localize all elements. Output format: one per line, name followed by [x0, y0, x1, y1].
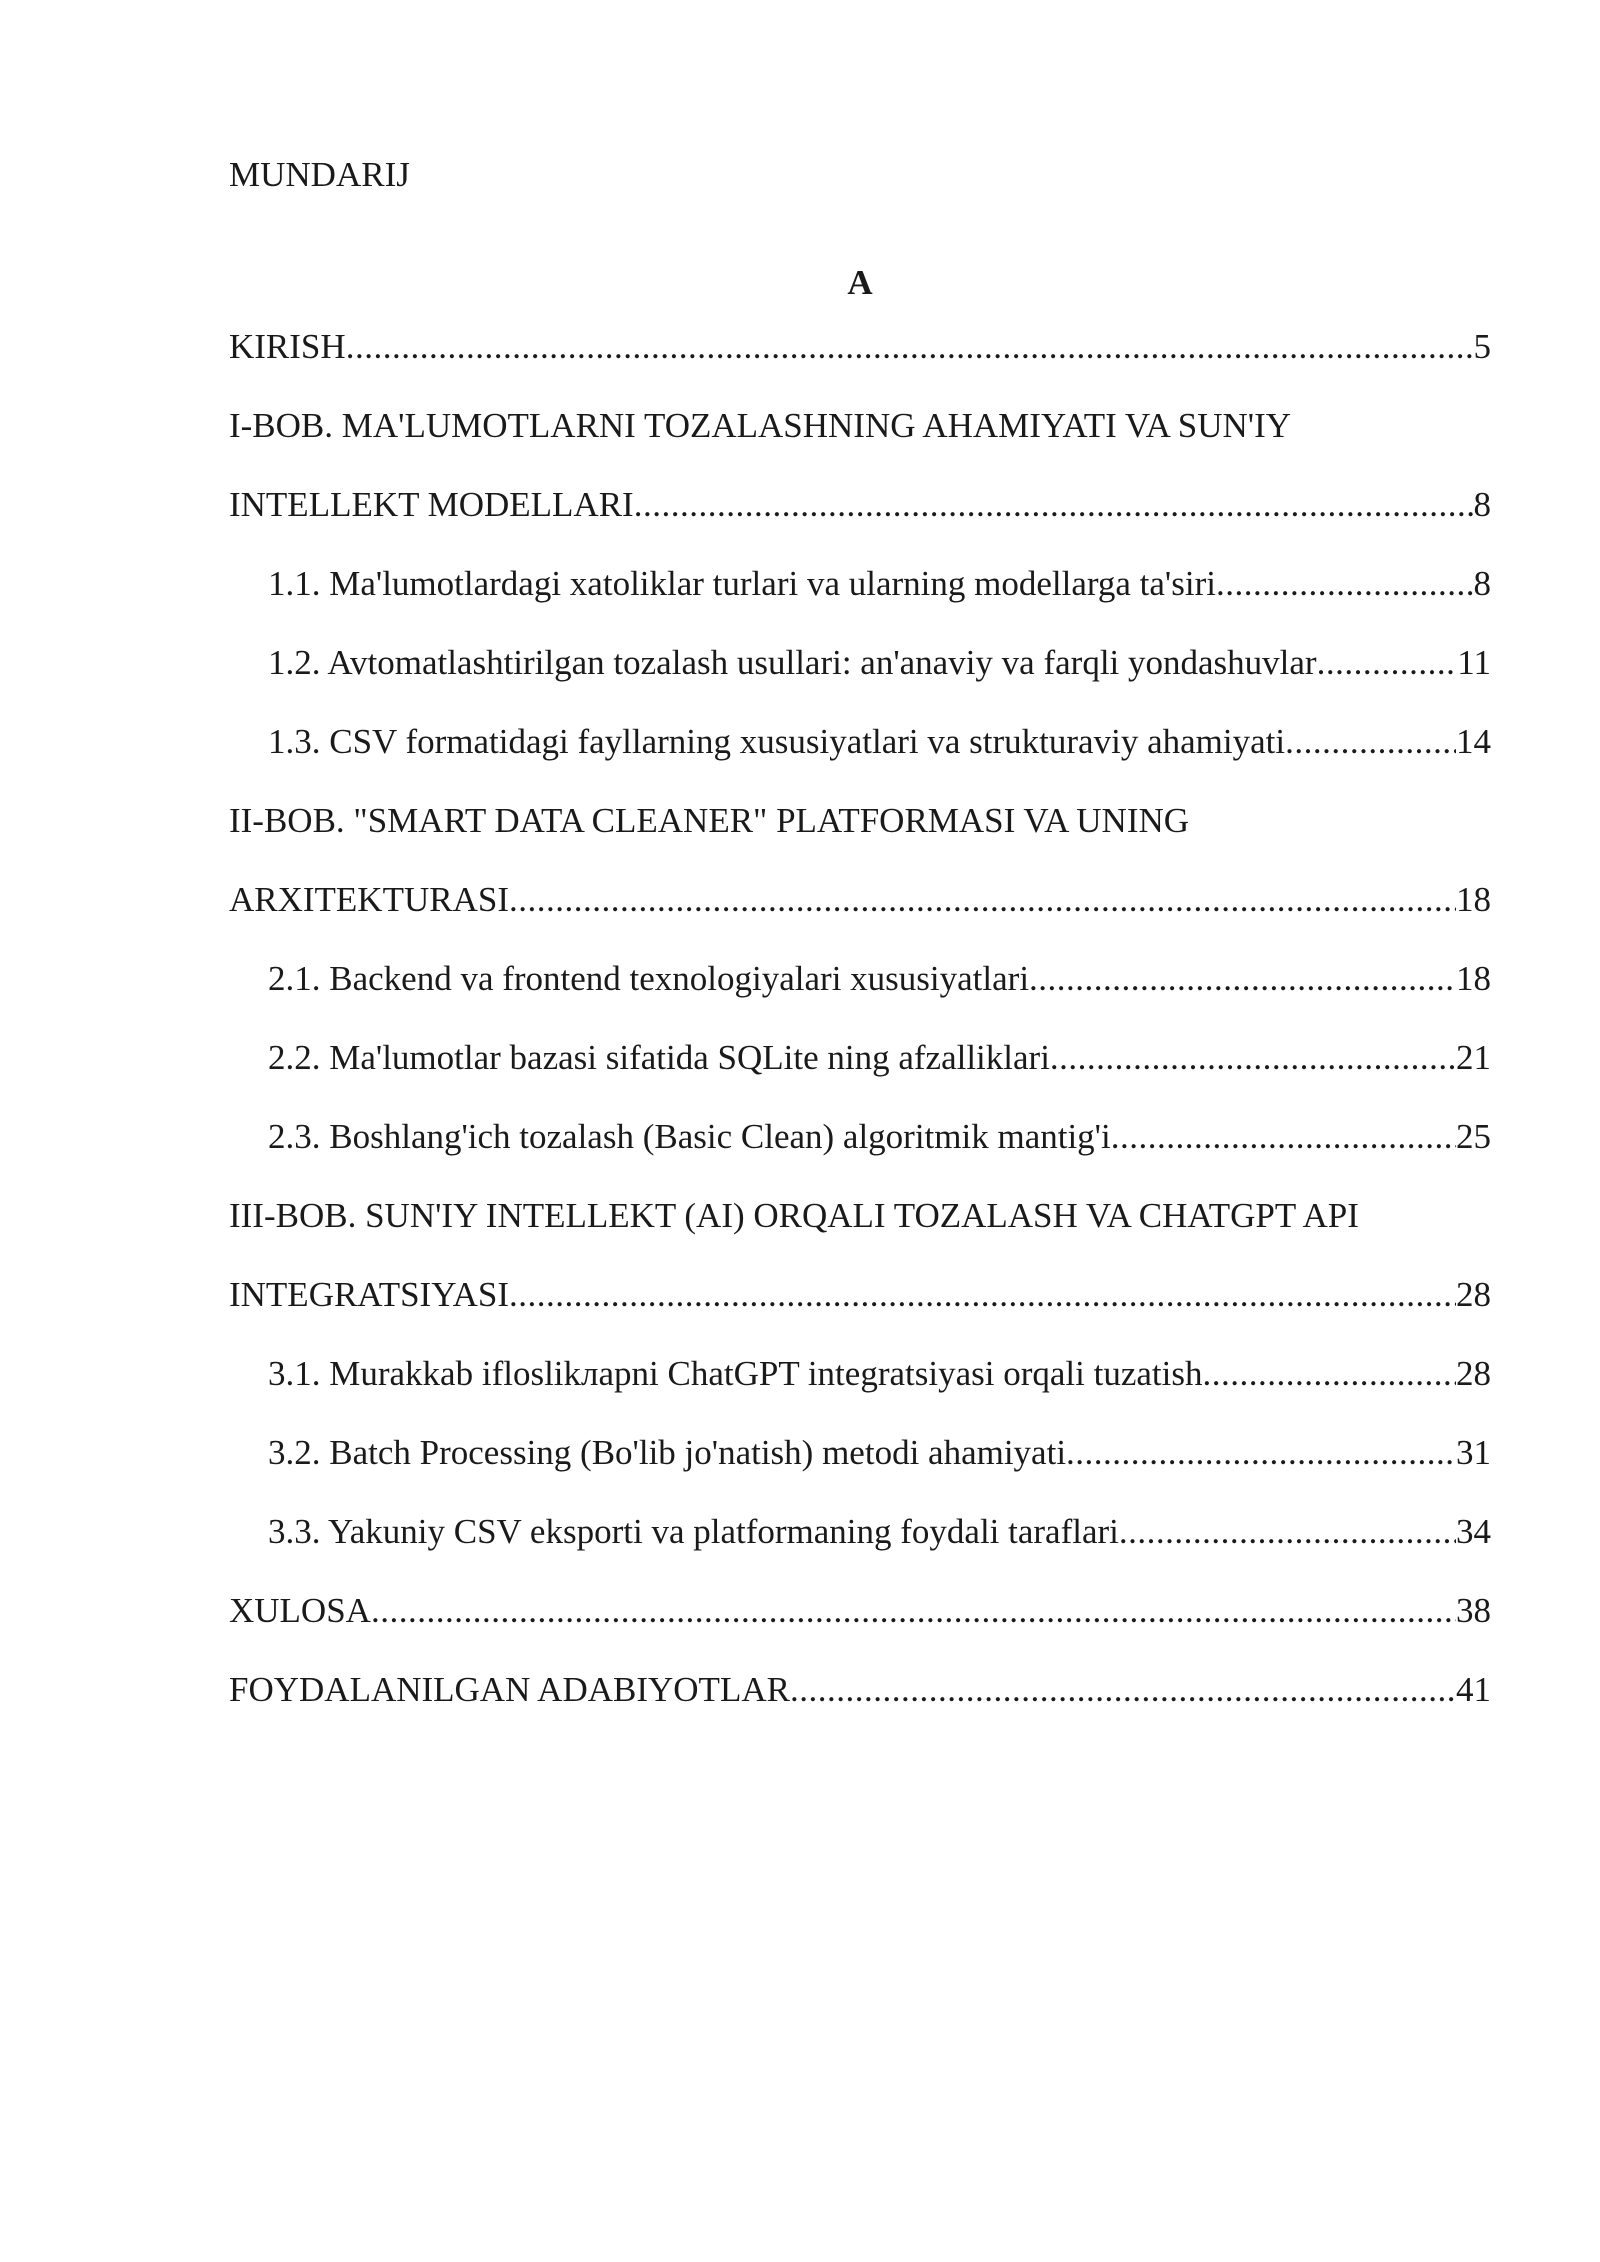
toc-entry-title: KIRISH — [229, 327, 346, 366]
toc-entry-title: FOYDALANILGAN ADABIYOTLAR — [229, 1670, 790, 1709]
toc-entry-title: 1.2. Avtomatlashtirilgan tozalash usullari: an'anaviy va farqli yondashuvlar — [268, 643, 1317, 682]
toc-chapter-2-title[interactable] — [229, 796, 1491, 875]
toc-entry-title: 3.1. Murakkab ifloslikларni ChatGPT integratsiyasi orqali tuzatish — [268, 1354, 1203, 1393]
toc-entry-page: 18 — [1456, 959, 1491, 998]
toc-heading-continuation: A — [847, 263, 873, 302]
toc-entry-references[interactable] — [229, 1665, 1491, 1744]
toc-leader-dots — [1119, 1507, 1456, 1557]
toc-section-1-1[interactable] — [229, 559, 1491, 638]
toc-leader-dots — [1317, 638, 1458, 688]
toc-entry-page: 28 — [1456, 1354, 1491, 1393]
toc-entry-title: 1.3. CSV formatidagi fayllarning xususiyatlari va strukturaviy ahamiyati — [268, 722, 1286, 761]
toc-leader-dots — [634, 480, 1474, 530]
toc-leader-dots — [346, 322, 1474, 372]
toc-entry-conclusion[interactable] — [229, 1586, 1491, 1665]
toc-section-3-3[interactable] — [229, 1507, 1491, 1586]
table-of-contents — [229, 322, 1491, 1744]
toc-leader-dots — [1050, 1033, 1456, 1083]
toc-chapter-3-title[interactable] — [229, 1191, 1491, 1270]
toc-entry-page: 8 — [1473, 485, 1491, 524]
toc-leader-dots — [1029, 954, 1456, 1004]
toc-entry-page: 31 — [1456, 1433, 1491, 1472]
toc-section-1-2[interactable] — [229, 638, 1491, 717]
toc-entry-title: I-BOB. MA'LUMOTLARNI TOZALASHNING AHAMIYATI VA SUN'IY — [229, 406, 1291, 445]
toc-chapter-1[interactable] — [229, 480, 1491, 559]
toc-entry-page: 8 — [1473, 564, 1491, 603]
toc-entry-title: 3.3. Yakuniy CSV eksporti va platformaning foydali taraflari — [268, 1512, 1119, 1551]
toc-section-2-2[interactable] — [229, 1033, 1491, 1112]
toc-entry-page: 5 — [1473, 327, 1491, 366]
toc-section-2-3[interactable] — [229, 1112, 1491, 1191]
toc-entry-page: 41 — [1456, 1670, 1491, 1709]
toc-entry-title: 2.3. Boshlang'ich tozalash (Basic Clean) algoritmik mantig'i — [268, 1117, 1111, 1156]
toc-entry-title: XULOSA — [229, 1591, 371, 1630]
toc-section-1-3[interactable] — [229, 717, 1491, 796]
toc-entry-intro[interactable] — [229, 322, 1491, 401]
toc-heading: MUNDARIJ — [229, 155, 410, 194]
toc-entry-page: 38 — [1456, 1591, 1491, 1630]
toc-entry-title: INTEGRATSIYASI — [229, 1275, 509, 1314]
toc-leader-dots — [509, 1270, 1456, 1320]
toc-leader-dots — [1066, 1428, 1456, 1478]
toc-leader-dots — [1111, 1112, 1456, 1162]
toc-entry-page: 11 — [1457, 643, 1491, 682]
toc-entry-title: ARXITEKTURASI — [229, 880, 509, 919]
toc-leader-dots — [371, 1586, 1456, 1636]
toc-leader-dots — [790, 1665, 1456, 1715]
toc-leader-dots — [1285, 717, 1456, 767]
toc-leader-dots — [509, 875, 1456, 925]
toc-entry-title: III-BOB. SUN'IY INTELLEKT (AI) ORQALI TOZALASH VA CHATGPT API — [229, 1196, 1359, 1235]
toc-entry-title: 2.2. Ma'lumotlar bazasi sifatida SQLite ning afzalliklari — [268, 1038, 1050, 1077]
toc-entry-page: 34 — [1456, 1512, 1491, 1551]
toc-entry-title: 3.2. Batch Processing (Bo'lib jo'natish) metodi ahamiyati — [268, 1433, 1067, 1472]
toc-chapter-3[interactable] — [229, 1270, 1491, 1349]
toc-section-2-1[interactable] — [229, 954, 1491, 1033]
toc-entry-page: 28 — [1456, 1275, 1491, 1314]
toc-entry-title: 1.1. Ma'lumotlardagi xatoliklar turlari va ularning modellarga ta'siri — [268, 564, 1216, 603]
toc-section-3-1[interactable] — [229, 1349, 1491, 1428]
toc-leader-dots — [1202, 1349, 1456, 1399]
toc-entry-page: 18 — [1456, 880, 1491, 919]
toc-entry-page: 21 — [1456, 1038, 1491, 1077]
toc-entry-page: 14 — [1456, 722, 1491, 761]
toc-leader-dots — [1216, 559, 1474, 609]
toc-entry-title: 2.1. Backend va frontend texnologiyalari xususiyatlari — [268, 959, 1030, 998]
toc-section-3-2[interactable] — [229, 1428, 1491, 1507]
toc-chapter-2[interactable] — [229, 875, 1491, 954]
toc-entry-page: 25 — [1456, 1117, 1491, 1156]
toc-chapter-1-title[interactable] — [229, 401, 1491, 480]
toc-entry-title: INTELLEKT MODELLARI — [229, 485, 634, 524]
toc-entry-title: II-BOB. "SMART DATA CLEANER" PLATFORMASI VA UNING — [229, 801, 1190, 840]
